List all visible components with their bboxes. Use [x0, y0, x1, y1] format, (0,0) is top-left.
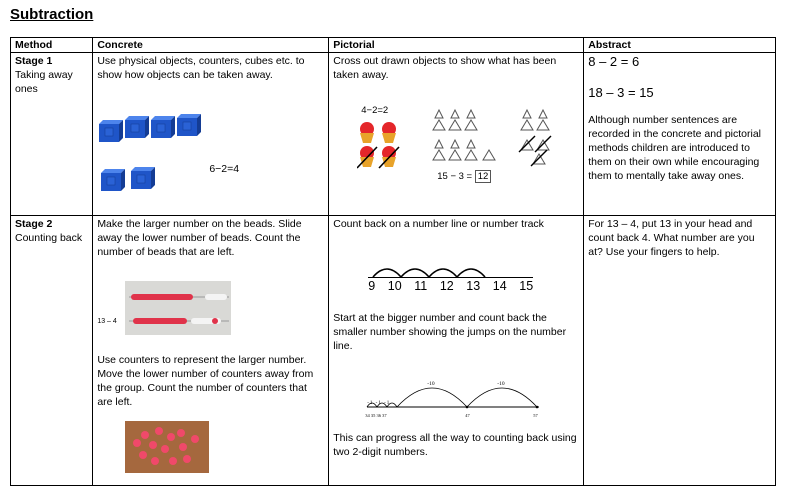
header-concrete: Concrete	[93, 38, 329, 53]
track-number: 14	[492, 279, 507, 293]
bead-label: 13 – 4	[97, 318, 117, 325]
stage2-pictorial-cell	[329, 216, 584, 486]
stage1-concrete-text: Use physical objects, counters, cubes etc. to show how objects can be taken away.	[97, 55, 305, 81]
stage1-desc: Taking away ones	[15, 69, 73, 95]
number-track-line	[368, 277, 533, 278]
stage1-concrete-cell	[93, 53, 329, 216]
counters-image	[125, 421, 209, 473]
stage1-title: Stage 1	[15, 55, 53, 67]
line-end-label: 57	[533, 413, 538, 418]
bead-string-image	[125, 281, 231, 335]
stage1-pictorial-text: Cross out drawn objects to show what has been taken away.	[333, 55, 557, 81]
header-method: Method	[11, 38, 93, 53]
track-number: 15	[519, 279, 534, 293]
small-jump-label: -1	[367, 401, 374, 406]
stage1-abstract-eq2: 18 – 3 = 15	[588, 85, 654, 100]
line-end-label: 47	[465, 413, 470, 418]
stage1-pictorial-eq1: 4−2=2	[361, 105, 389, 116]
stage1-pictorial-eq2-text: 15 − 3 =	[437, 171, 473, 182]
stage2-method-cell	[11, 216, 93, 486]
number-track-jumps	[363, 263, 533, 277]
stage1-abstract-cell	[584, 53, 776, 216]
stage2-desc: Counting back	[15, 232, 83, 244]
track-number: 13	[466, 279, 481, 293]
stage2-abstract-text: For 13 – 4, put 13 in your head and count back 4. What number are you at? Use your fingers to help.	[588, 218, 755, 258]
track-number: 10	[387, 279, 402, 293]
stage1-abstract-eq1: 8 – 2 = 6	[588, 54, 640, 69]
header-abstract: Abstract	[584, 38, 776, 53]
stage2-pictorial-text3: This can progress all the way to counting back using two 2-digit numbers.	[333, 432, 577, 458]
table-row-stage-1	[11, 53, 776, 216]
jump-label: -10	[497, 381, 505, 387]
stage2-pictorial-text2: Start at the bigger number and count back the smaller number showing the jumps on the number line.	[333, 312, 567, 352]
small-jump-label: -1	[375, 401, 382, 406]
line-end-label: 34 35 36 37	[365, 413, 387, 418]
track-number: 9	[368, 279, 376, 293]
stage2-concrete-text1: Make the larger number on the beads. Slide away the lower number of beads. Count the number of beads that are left.	[97, 218, 302, 258]
track-number: 12	[439, 279, 454, 293]
stage1-method-cell	[11, 53, 93, 216]
page-title: Subtraction	[10, 6, 94, 23]
table-row-stage-2	[11, 216, 776, 486]
stage2-abstract-cell	[584, 216, 776, 486]
stage1-pictorial-cell	[329, 53, 584, 216]
cupcakes-image	[357, 120, 409, 170]
subtraction-table	[10, 37, 776, 486]
stage1-pictorial-answer-box: 12	[475, 170, 492, 183]
stage1-pictorial-eq2	[437, 170, 491, 184]
cubes-image	[97, 112, 217, 198]
stage2-concrete-cell	[93, 216, 329, 486]
small-jump-label: -1	[384, 401, 391, 406]
header-row	[11, 38, 776, 53]
stage2-pictorial-text1: Count back on a number line or number track	[333, 218, 544, 230]
stage2-title: Stage 2	[15, 218, 53, 230]
header-pictorial: Pictorial	[329, 38, 584, 53]
stage1-abstract-text: Although number sentences are recorded in the concrete and pictorial methods children are introduced to them on their own while encouraging them to mentally take away ones.	[588, 114, 762, 182]
stage1-concrete-equation: 6−2=4	[209, 163, 240, 175]
number-track-labels	[368, 279, 533, 293]
jump-label: -10	[427, 381, 435, 387]
track-number: 11	[414, 279, 428, 293]
stage2-concrete-text2: Use counters to represent the larger number. Move the lower number of counters away from the group. Count the number of counters that are left.	[97, 354, 314, 408]
